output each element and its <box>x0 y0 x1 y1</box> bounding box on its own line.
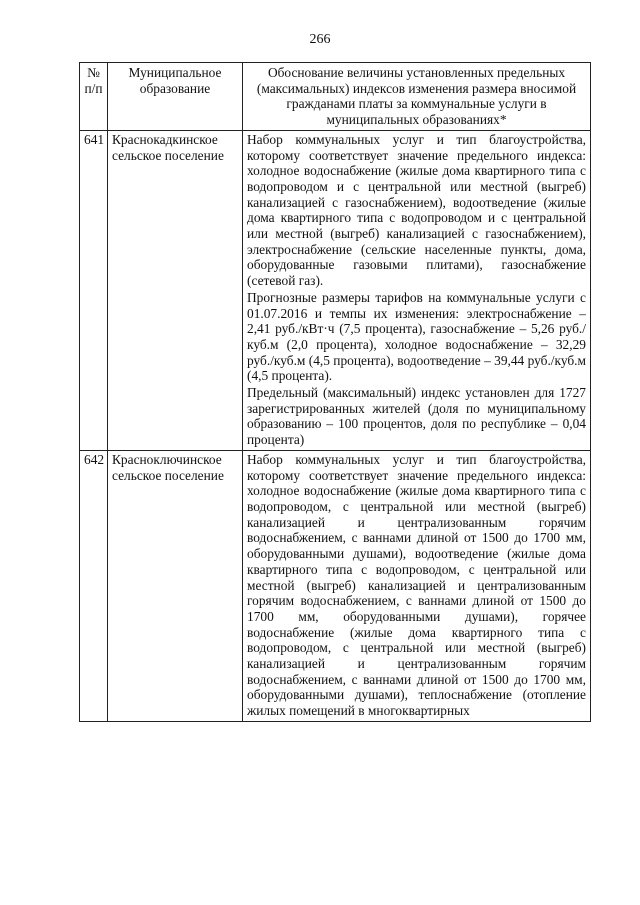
row-number: 642 <box>80 450 108 721</box>
header-municipality: Муниципальное образование <box>108 63 243 131</box>
justification-paragraph: Набор коммунальных услуг и тип благоустройства, которому соответствует значение предельного индекса: холодное водоснабжение (жилые дома квартирного типа с водопроводом, с центральной или местной (выгреб) канализацией и централизованным горячим водоснабжением, с ваннами длиной от 1500 до 1700 мм, оборудованными душами), водоотведение (жилые дома квартирного типа с водопроводом, с центральной или местной (выгреб) канализацией и централизованным горячим водоснабжением, с ваннами длиной от 1500 до 1700 мм, оборудованными душами), горячее водоснабжение (жилые дома квартирного типа с водопроводом, с центральной или местной (выгреб) канализацией и централизованным горячим водоснабжением, с ваннами длиной от 1500 до 1700 мм, оборудованными душами), теплоснабжение (отопление жилых помещений в многоквартирных <box>247 451 586 719</box>
page-number: 266 <box>309 32 331 47</box>
row-number: 641 <box>80 130 108 450</box>
table-header-row <box>80 63 591 131</box>
table-row <box>80 130 591 450</box>
municipality-name: Краснокадкинское сельское поселение <box>108 130 243 450</box>
justification-cell <box>243 130 591 450</box>
justification-cell <box>243 450 591 721</box>
table-row <box>80 450 591 721</box>
municipality-name: Красноключинское сельское поселение <box>108 450 243 721</box>
justification-paragraph: Набор коммунальных услуг и тип благоустройства, которому соответствует значение предельного индекса: холодное водоснабжение (жилые дома квартирного типа с водопроводом и с центральной или местной (выгреб) канализацией с газоснабжением), водоотведение (жилые дома квартирного типа с водопроводом и с центральной или местной (выгреб) канализацией с газоснабжением), электроснабжение (сельские населенные пункты, дома, оборудованные газовыми плитами), газоснабжение (сетевой газ). <box>247 131 586 289</box>
header-justification: Обоснование величины установленных предельных (максимальных) индексов изменения размера вносимой гражданами платы за коммунальные услуги в муниципальных образованиях* <box>243 63 591 131</box>
justification-paragraph: Предельный (максимальный) индекс установлен для 1727 зарегистрированных жителей (доля по муниципальному образованию – 100 процентов, доля по республике – 0,04 процента) <box>247 385 586 448</box>
tariff-index-table <box>79 62 591 722</box>
justification-paragraph: Прогнозные размеры тарифов на коммунальные услуги с 01.07.2016 и темпы их изменения: электроснабжение – 2,41 руб./кВт·ч (7,5 процента), газоснабжение – 5,26 руб./куб.м (2,0 процента), холодное водоснабжение – 32,29 руб./куб.м (4,5 процента), водоотведение – 39,44 руб./куб.м (4,5 процента). <box>247 289 586 384</box>
header-num: № п/п <box>80 63 108 131</box>
